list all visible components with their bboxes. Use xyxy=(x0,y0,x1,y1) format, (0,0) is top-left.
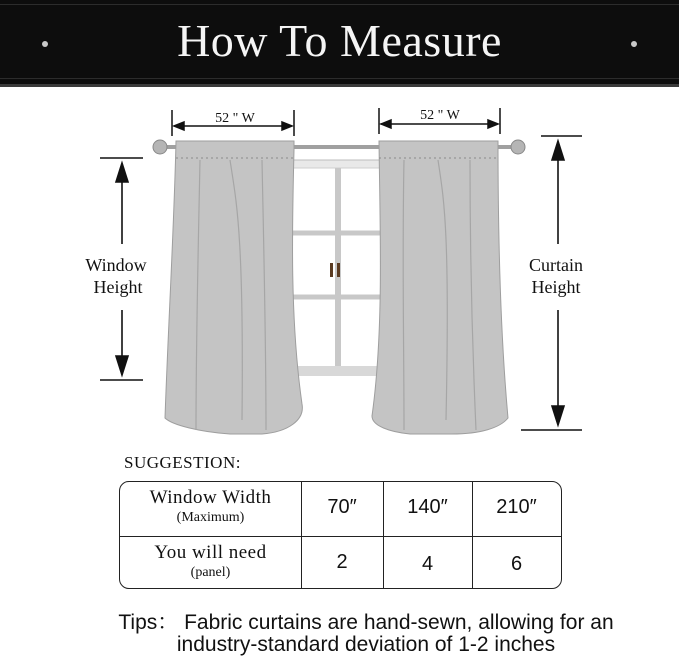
row-sublabel: (Maximum) xyxy=(176,510,245,525)
row-header-panels xyxy=(120,542,301,581)
tips-note xyxy=(66,612,666,656)
width-cell: 70″ xyxy=(327,496,357,518)
right-curtain-panel xyxy=(372,141,508,434)
suggestion-heading: SUGGESTION: xyxy=(124,453,241,472)
curtain-height-label-line2: Height xyxy=(531,277,581,297)
left-curtain-panel xyxy=(165,141,302,434)
suggestion-table xyxy=(119,481,562,589)
header-top-stripe xyxy=(0,4,679,5)
panel-count-cell: 4 xyxy=(421,553,434,575)
table-row-divider xyxy=(120,536,561,537)
measure-diagram xyxy=(0,84,679,454)
tips-line-2: industry-standard deviation of 1-2 inches xyxy=(176,633,556,656)
row-header-window-width xyxy=(120,487,301,526)
window-illustration xyxy=(285,160,391,376)
window-height-label-line1: Window xyxy=(85,255,147,275)
header-bottom-stripe xyxy=(0,78,679,79)
panel-count-cell: 6 xyxy=(510,553,523,575)
row-label: Window Width xyxy=(149,487,272,508)
panel-count-cell: 2 xyxy=(336,551,348,573)
right-width-label: 52 " W xyxy=(420,108,460,123)
row-label: You will need xyxy=(154,542,267,563)
tips-line-1: Tips： Fabric curtains are hand-sewn, allowing for an xyxy=(118,611,614,634)
curtain-height-label-line1: Curtain xyxy=(529,255,583,275)
window-height-label-line2: Height xyxy=(93,277,143,297)
header-banner xyxy=(0,0,679,87)
width-cell: 210″ xyxy=(496,496,537,518)
width-cell: 140″ xyxy=(407,496,448,518)
page-title: How To Measure xyxy=(177,15,502,66)
left-width-label: 52 " W xyxy=(215,111,255,126)
row-sublabel: (panel) xyxy=(190,565,231,580)
